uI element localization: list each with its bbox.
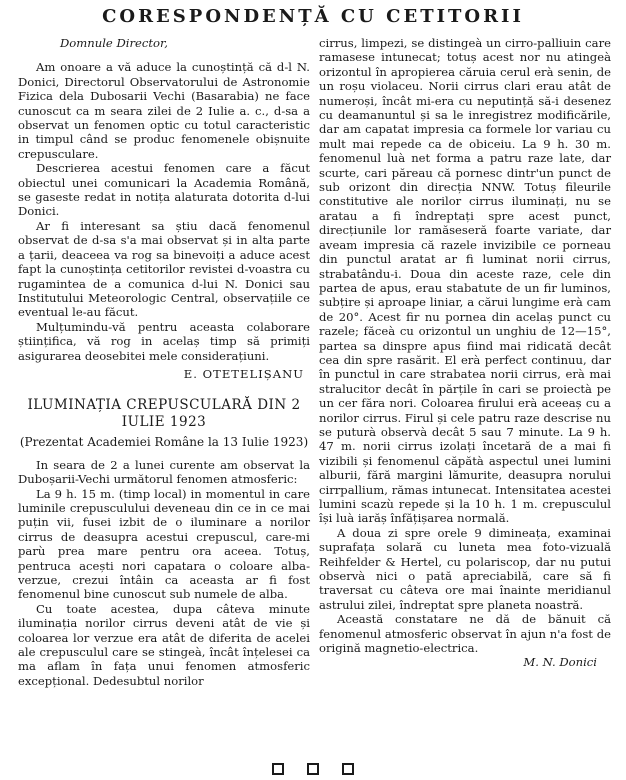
article-paragraph: Această constatare ne dă de bănuit că fenomenul atmosferic observat în ajun n'a fost de origină magnetio-electrica. [319, 612, 611, 656]
article-paragraph: A doua zi spre orele 9 dimineața, examinai suprafața solară cu luneta mea foto-vizuală Reihfelder & Hertel, cu polariscop, dar nu putui observà nici o pată apreciabilă, care să fi traversat cu câteva ore mai înainte meridianul astrului zilei, îndreptat spre planeta noastră. [319, 525, 611, 612]
right-column [319, 36, 611, 670]
letter-signature: E. OTETELIȘANU [183, 366, 304, 381]
letter-paragraph: Descrierea acestui fenomen care a făcut obiectul unei comunicari la Academia Română, se gaseste redat in notița alaturata dotorita d-lui Donici. [18, 161, 310, 219]
left-column [18, 36, 310, 688]
square-ornament-icon [272, 763, 284, 775]
article-presented-note: (Prezentat Academiei Române la 13 Iulie 1923) [19, 435, 309, 450]
letter-paragraph: Ar fi interesant sa știu dacă fenomenul observat de d-sa s'a mai observat și in alta parte a țarii, deaceea va rog sa binevoiți a aduce acest fapt la cunoștința cetitorilor revistei d-voastra cu rugamintea de a comunica d-lui N. Donici sau Institutului Meteorologic Central, observațiile ce eventual le-au făcut. [18, 218, 310, 320]
page-ornaments [0, 760, 626, 779]
article-paragraph: La 9 h. 15 m. (timp local) in momentul in care luminile crepusculului deveneau din ce in ce mai puțin vii, fusei izbit de o iluminare a norilor cirrus de deasupra acestui crepuscul, care-mi parù prea mare pentru ora aceea. Totuș, pentruca acești nori capatara o coloare alba-verzue, crezui întâin ca aceasta ar fi fost fenomenul bine cunoscut sub numele de alba. [18, 486, 310, 602]
letter-salutation: Domnule Director, [60, 36, 168, 50]
letter-paragraph: Am onoare a vă aduce la cunoștință că d-l N. Donici, Directorul Observatorului de Astronomie Fizica dela Dubosarii Vechi (Basarabia) ne face cunoscut ca m seara zilei de 2 Iulie a. c., d-sa a observat un fenomen optic cu totul caracteristic in timpul când se produc fenomenele obișnuite crepusculare. [18, 60, 310, 161]
article-signature: M. N. Donici [523, 655, 597, 670]
square-ornament-icon [342, 763, 354, 775]
square-ornament-icon [307, 763, 319, 775]
letter-paragraph: Mulțumindu-vă pentru aceasta colaborare științifica, vă rog in acelaș timp să primiți asigurarea deosebitei mele considerațiuni. [18, 319, 310, 363]
page-title: CORESPONDENȚĂ CU CETITORII [102, 6, 524, 27]
article-paragraph: cirrus, limpezi, se distingeà un cirro-palliuin care ramasese intunecat; totuș acest nor nu atingeà orizontul în apropierea căruia cerul erà senin, de un roșu violaceu. Norii cirrus clari erau atât de numeroși, încât mi-era cu neputință să-i desenez cu deamanuntul și sa le inregistrez modificările, dar am capatat impresia ca formele lor variau cu mult mai repede ca de obiceiu. La 9 h. 30 m. fenomenul luà net forma a patru raze late, dar scurte, cari păreau că pornesc dintr'un punct de sub orizont din direcția NNW. Totuș fileurile constitutive ale norilor cirrus iluminați, nu se aratau a fi îndreptați spre acest punct, direcțiunile lor ramăseseră foarte variate, dar aveam impresia că razele invizibile ce porneau din punctul aratat ar fi luminat norii cirrus, strabatându-i. Doua din aceste raze, cele din partea de apus, erau stabatute de un fir luminos, subțire și aproape liniar, a cărui lungime erà cam de 20°. Acest fir nu pornea din acelaș punct cu razele; făceà cu orizontul un unghiu de 12—15°, partea sa dinspre apus fiind mai ridicată decât cea din spre rasărit. El erà perfect continuu, dar în punctul in care strabatea norii cirrus, erà mai stralucitor decât în părțile în cari se proiectà pe un cer făra nori. Coloarea firului erà aceeaș cu a norilor cirrus. Firul și cele patru raze descrise nu se puturà observà decât 5 sau 7 minute. La 9 h. 47 m. norii cirrus izolați încetară de a mai fi vizibili și fenomenul căpătà aspectul unei lumini alburii, fără margini lămurite, deasupra norului cirrpallium, rămas intunecat. Intensitatea acestei lumini scazù repede și la 10 h. 1 m. crepusculul își luà iarăș înfățișarea normală. [319, 36, 611, 526]
article-paragraph: In seara de 2 a lunei curente am observat la Duboșarii-Vechi următorul fenomen atmosferic: [18, 457, 310, 487]
article-paragraph: Cu toate acestea, dupa câteva minute iluminația norilor cirrus deveni atât de vie și coloarea lor verzue era atât de diferita de acelei ale crepusculul care se stingeà, încât înțelesei ca ma aflam în fața unui fenomen atmosferic excepțional. Dedesubtul norilor [18, 601, 310, 688]
article-title: ILUMINAȚIA CREPUSCULARĂ DIN 2 IULIE 1923 [27, 397, 301, 431]
